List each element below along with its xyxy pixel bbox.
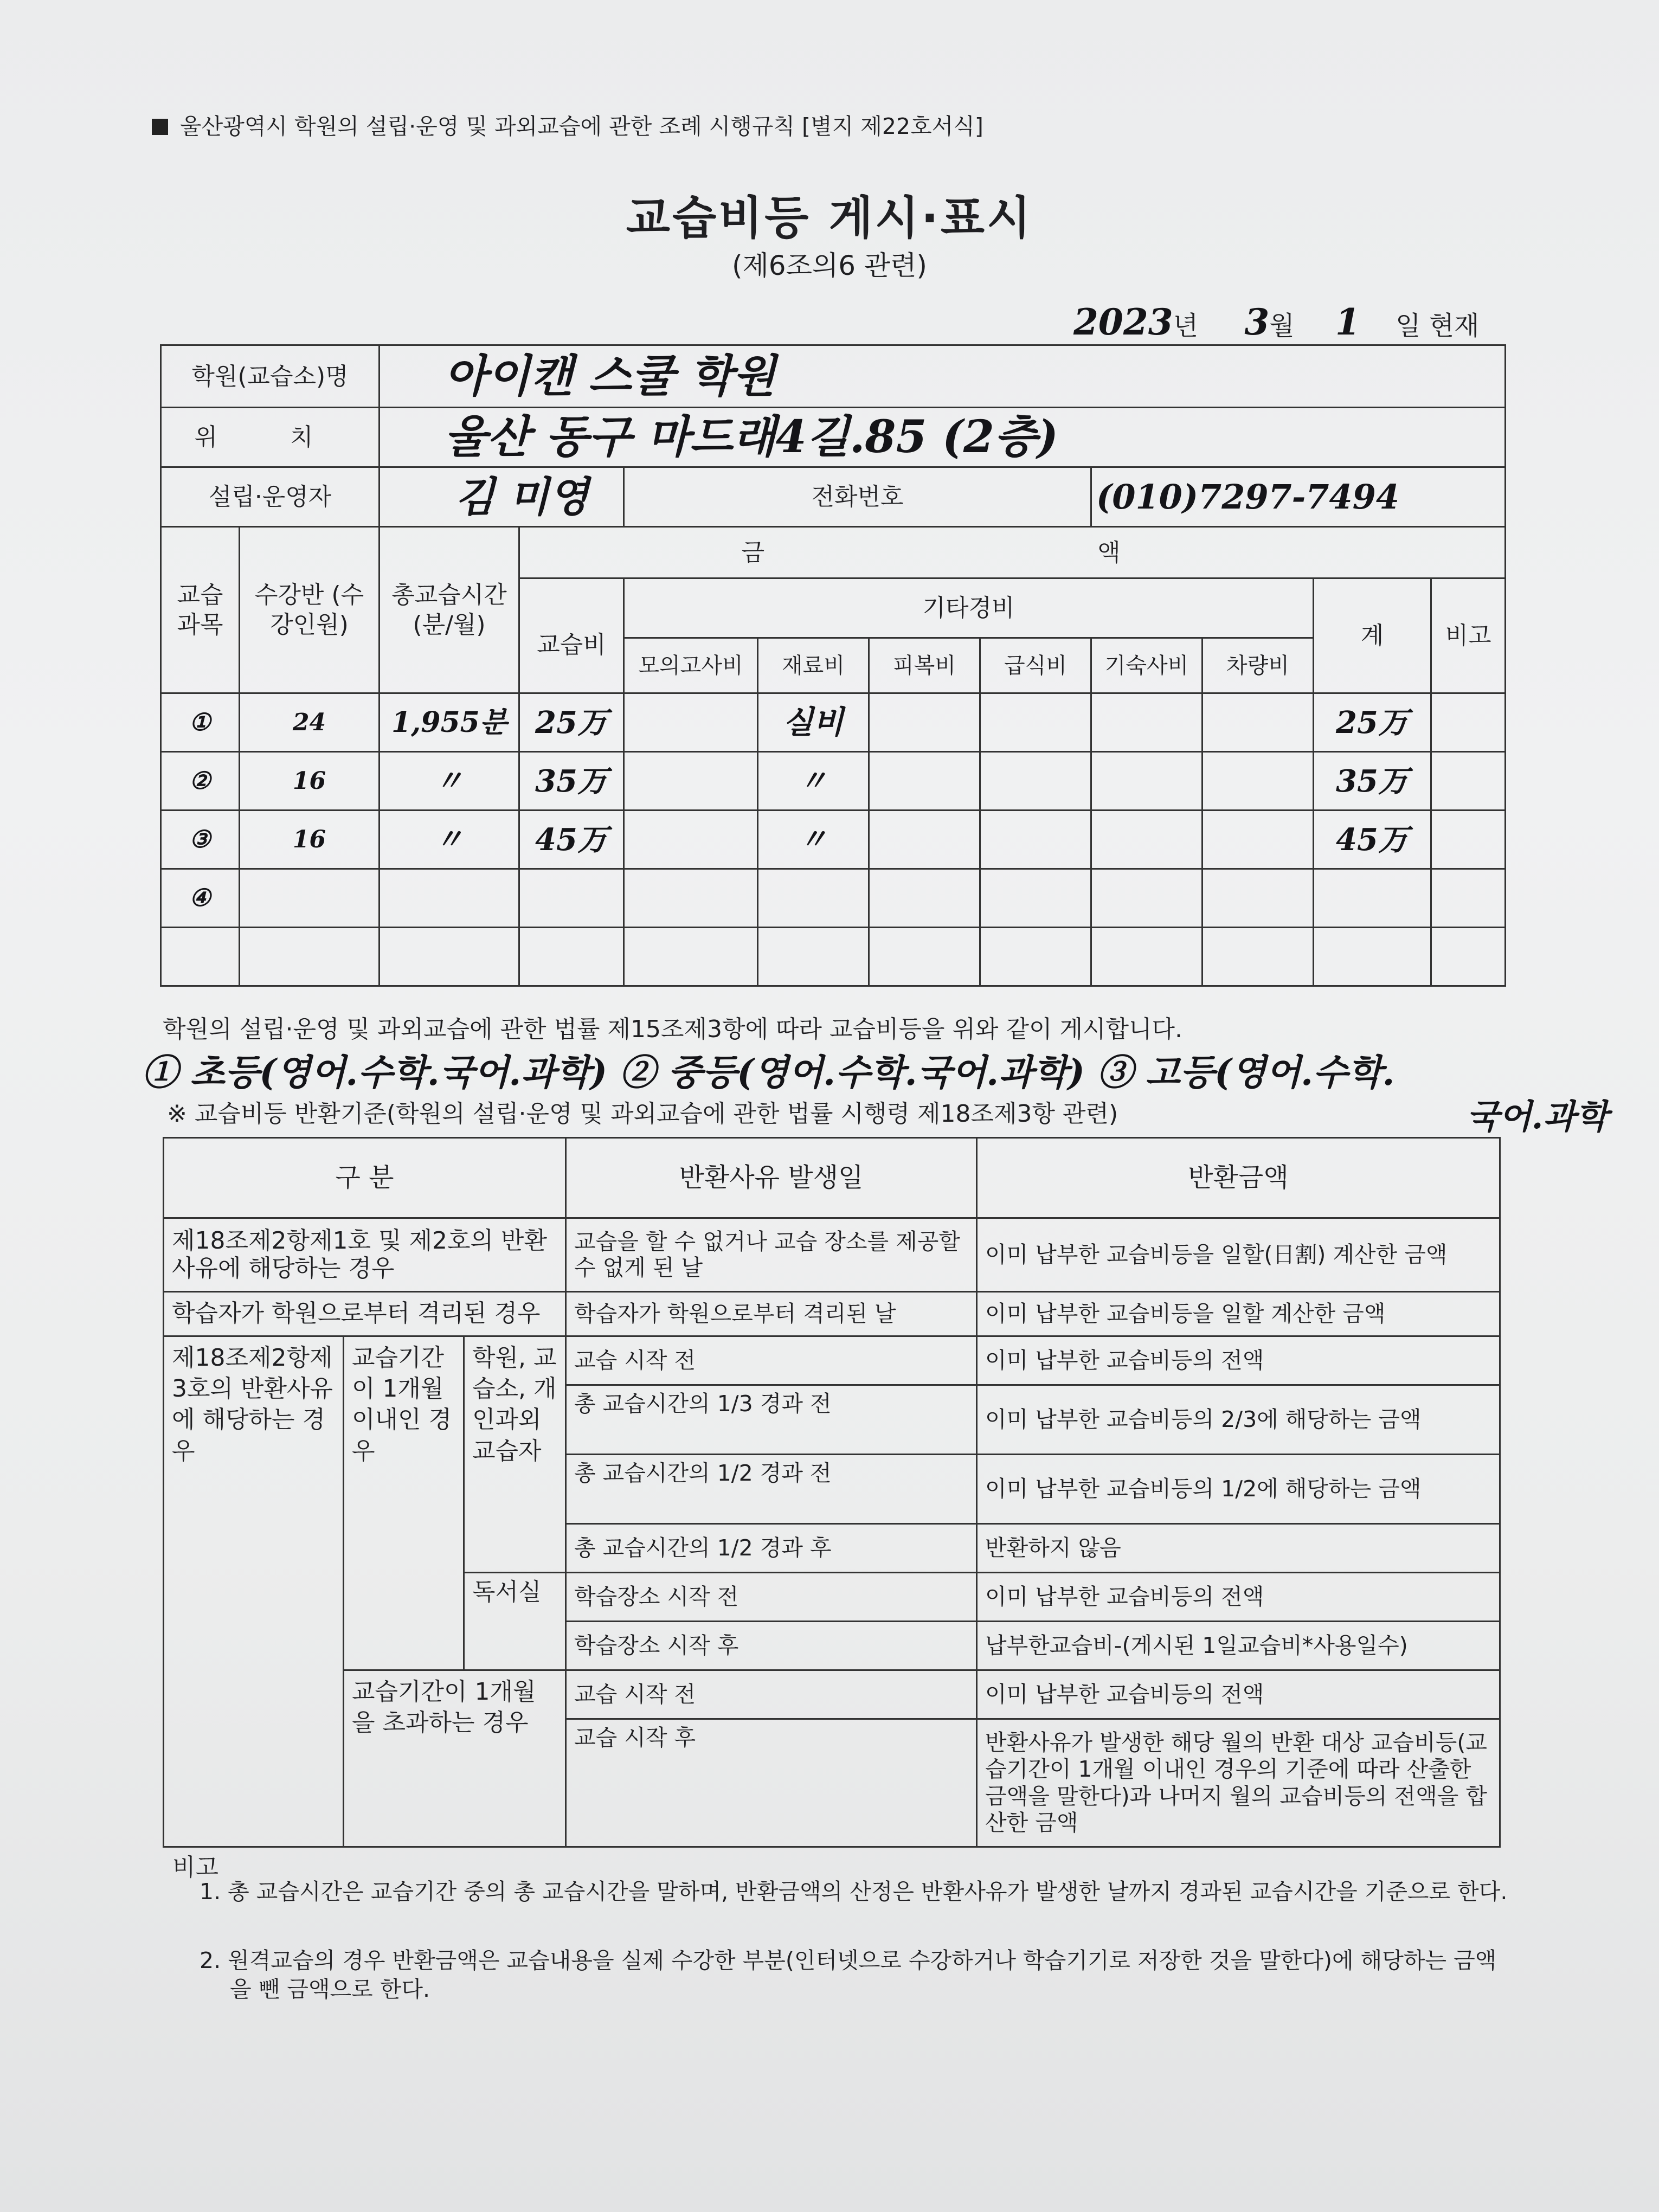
subject-header: 교습 과목 (161, 527, 240, 693)
tuition-header: 교습비 (519, 578, 624, 693)
other-expenses-header: 기타경비 (624, 578, 1314, 638)
square-bullet-icon (152, 119, 168, 135)
refund-category-art18-3: 제18조제2항제3호의 반환사유에 해당하는 경우 (164, 1336, 344, 1847)
class-header: 수강반 (수강인원) (240, 527, 380, 693)
row-meal (980, 752, 1091, 811)
row-vehicle (1203, 693, 1314, 752)
table-row (161, 752, 1506, 811)
row-mock-exam (624, 811, 758, 869)
row-hours: 1,955분 (380, 693, 519, 752)
refund-amount: 납부한교습비-(게시된 1일교습비*사용일수) (977, 1622, 1500, 1670)
row-note (1431, 752, 1506, 811)
vehicle-fee-header: 차량비 (1203, 638, 1314, 693)
row-tuition: 35万 (519, 752, 624, 811)
row-students (240, 928, 380, 986)
refund-amount: 이미 납부한 교습비등을 일할 계산한 금액 (977, 1292, 1500, 1336)
row-total (1314, 869, 1431, 928)
period-over-1-month: 교습기간이 1개월을 초과하는 경우 (344, 1670, 566, 1847)
dormitory-fee-header: 기숙사비 (1091, 638, 1203, 693)
date-day-unit: 일 현재 (1396, 311, 1480, 341)
hours-header: 총교습시간 (분/월) (380, 527, 519, 693)
handwritten-subjects-note-2: 국어.과학 (1467, 1097, 1609, 1136)
academy-name-label: 학원(교습소)명 (161, 345, 380, 408)
remark-item-1: 1. 총 교습시간은 교습기간 중의 총 교습시간을 말하며, 반환금액의 산정은 반환사유가 발생한 날까지 경과된 교습시간을 기준으로 한다. (200, 1879, 1508, 1905)
row-hours: 〃 (380, 752, 519, 811)
table-row (164, 1670, 1500, 1719)
row-total (1314, 928, 1431, 986)
row-subject: ① (161, 693, 240, 752)
row-students (240, 869, 380, 928)
date-month-unit: 월 (1269, 311, 1295, 341)
row-meal (980, 928, 1091, 986)
refund-date: 총 교습시간의 1/2 경과 전 (566, 1455, 977, 1524)
refund-amount: 이미 납부한 교습비등의 전액 (977, 1670, 1500, 1719)
form-title: 교습비등 게시·표시 (626, 191, 1033, 245)
uniform-fee-header: 피복비 (869, 638, 980, 693)
refund-amount: 이미 납부한 교습비등의 2/3에 해당하는 금액 (977, 1385, 1500, 1455)
row-vehicle (1203, 811, 1314, 869)
row-material: 〃 (758, 752, 869, 811)
table-row (161, 869, 1506, 928)
phone-label: 전화번호 (624, 467, 1091, 527)
refund-amount: 이미 납부한 교습비등의 1/2에 해당하는 금액 (977, 1455, 1500, 1524)
row-tuition: 25万 (519, 693, 624, 752)
refund-date: 교습 시작 전 (566, 1336, 977, 1385)
row-tuition (519, 928, 624, 986)
amount-header: 금 액 (519, 527, 1506, 578)
row-meal (980, 869, 1091, 928)
row-uniform (869, 811, 980, 869)
date-year-unit: 년 (1173, 311, 1199, 341)
row-mock-exam (624, 752, 758, 811)
table-row (161, 928, 1506, 986)
row-dormitory (1091, 752, 1203, 811)
row-tuition: 45万 (519, 811, 624, 869)
table-row (164, 1218, 1500, 1292)
row-dormitory (1091, 869, 1203, 928)
row-hours (380, 928, 519, 986)
row-students: 16 (240, 811, 380, 869)
refund-table (163, 1137, 1501, 1848)
row-uniform (869, 693, 980, 752)
row-students: 24 (240, 693, 380, 752)
remarks-title: 비고 (172, 1854, 219, 1881)
row-subject: ③ (161, 811, 240, 869)
date-year: 2023 (1073, 301, 1173, 343)
row-vehicle (1203, 869, 1314, 928)
phone: (010)7297-7494 (1096, 477, 1399, 517)
refund-date: 총 교습시간의 1/3 경과 전 (566, 1385, 977, 1455)
row-hours (380, 869, 519, 928)
refund-amount: 반환하지 않음 (977, 1524, 1500, 1573)
refund-date: 교습 시작 후 (566, 1719, 977, 1847)
period-within-1-month: 교습기간이 1개월 이내인 경우 (344, 1336, 464, 1670)
refund-date: 교습 시작 전 (566, 1670, 977, 1719)
row-hours: 〃 (380, 811, 519, 869)
row-total: 35万 (1314, 752, 1431, 811)
row-vehicle (1203, 752, 1314, 811)
row-meal (980, 693, 1091, 752)
location-label: 위 치 (161, 408, 380, 467)
handwritten-subjects-note: ① 초등(영어.수학.국어.과학) ② 중등(영어.수학.국어.과학) ③ 고등(영어.수학. (142, 1051, 1395, 1094)
row-note (1431, 928, 1506, 986)
row-note (1431, 693, 1506, 752)
total-header: 계 (1314, 578, 1431, 693)
row-mock-exam (624, 928, 758, 986)
refund-amount: 이미 납부한 교습비등의 전액 (977, 1336, 1500, 1385)
row-subject (161, 928, 240, 986)
table-row (161, 693, 1506, 752)
table-row (164, 1336, 1500, 1385)
row-total: 25万 (1314, 693, 1431, 752)
row-note (1431, 869, 1506, 928)
mock-exam-fee-header: 모의고사비 (624, 638, 758, 693)
refund-date: 학습자가 학원으로부터 격리된 날 (566, 1292, 977, 1336)
refund-category: 학습자가 학원으로부터 격리된 경우 (164, 1292, 566, 1336)
row-dormitory (1091, 928, 1203, 986)
row-uniform (869, 928, 980, 986)
phone-cell (1091, 467, 1506, 527)
location: 울산 동구 마드래4길.85 (2층) (444, 411, 1058, 464)
academy-name-cell (380, 345, 1506, 408)
meal-fee-header: 급식비 (980, 638, 1091, 693)
notice-text: 학원의 설립·운영 및 과외교습에 관한 법률 제15조제3항에 따라 교습비등을 위와 같이 게시합니다. (163, 1015, 1182, 1043)
academy-type: 학원, 교습소, 개인과외교습자 (464, 1336, 566, 1573)
row-mock-exam (624, 693, 758, 752)
fee-table (160, 344, 1506, 987)
regulation-header (152, 108, 983, 140)
refund-date: 총 교습시간의 1/2 경과 후 (566, 1524, 977, 1573)
remark-item-2: 2. 원격교습의 경우 반환금액은 교습내용을 실제 수강한 부분(인터넷으로 수강하거나 학습기기로 저장한 것을 말한다)에 해당하는 금액을 뺀 금액으로 한다. (200, 1947, 1497, 2003)
date-day: 1 (1335, 301, 1360, 343)
row-mock-exam (624, 869, 758, 928)
refund-category: 제18조제2항제1호 및 제2호의 반환사유에 해당하는 경우 (164, 1218, 566, 1292)
table-row (161, 811, 1506, 869)
refund-title: ※ 교습비등 반환기준(학원의 설립·운영 및 과외교습에 관한 법률 시행령 제18조제3항 관련) (167, 1100, 1118, 1128)
date-header: 반환사유 발생일 (566, 1138, 977, 1218)
reading-room-type: 독서실 (464, 1573, 566, 1670)
material-fee-header: 재료비 (758, 638, 869, 693)
row-note (1431, 811, 1506, 869)
row-vehicle (1203, 928, 1314, 986)
row-subject: ④ (161, 869, 240, 928)
location-cell (380, 408, 1506, 467)
academy-name: 아이캔 스쿨 학원 (444, 350, 776, 402)
date-month: 3 (1244, 301, 1270, 343)
founder-label: 설립·운영자 (161, 467, 380, 527)
note-header: 비고 (1431, 578, 1506, 693)
refund-date: 교습을 할 수 없거나 교습 장소를 제공할 수 없게 된 날 (566, 1218, 977, 1292)
row-material (758, 869, 869, 928)
date-line (1073, 301, 1480, 343)
row-material: 실비 (758, 693, 869, 752)
category-header: 구 분 (164, 1138, 566, 1218)
refund-amount: 이미 납부한 교습비등을 일할(日割) 계산한 금액 (977, 1218, 1500, 1292)
amount-header: 반환금액 (977, 1138, 1500, 1218)
refund-amount: 반환사유가 발생한 해당 월의 반환 대상 교습비등(교습기간이 1개월 이내인 경우의 기준에 따라 산출한 금액을 말한다)과 나머지 월의 교습비등의 전액을 합산한 금액 (977, 1719, 1500, 1847)
form-subtitle: (제6조의6 관련) (731, 250, 928, 281)
row-dormitory (1091, 693, 1203, 752)
row-tuition (519, 869, 624, 928)
founder: 김 미영 (455, 473, 589, 521)
row-uniform (869, 752, 980, 811)
row-students: 16 (240, 752, 380, 811)
row-uniform (869, 869, 980, 928)
refund-date: 학습장소 시작 전 (566, 1573, 977, 1622)
row-subject: ② (161, 752, 240, 811)
founder-cell (380, 467, 624, 527)
row-total: 45万 (1314, 811, 1431, 869)
refund-amount: 이미 납부한 교습비등의 전액 (977, 1573, 1500, 1622)
refund-date: 학습장소 시작 후 (566, 1622, 977, 1670)
row-meal (980, 811, 1091, 869)
row-material: 〃 (758, 811, 869, 869)
row-material (758, 928, 869, 986)
regulation-text: 울산광역시 학원의 설립·운영 및 과외교습에 관한 조례 시행규칙 [별지 제22호서식] (180, 113, 983, 139)
row-dormitory (1091, 811, 1203, 869)
table-row (164, 1292, 1500, 1336)
